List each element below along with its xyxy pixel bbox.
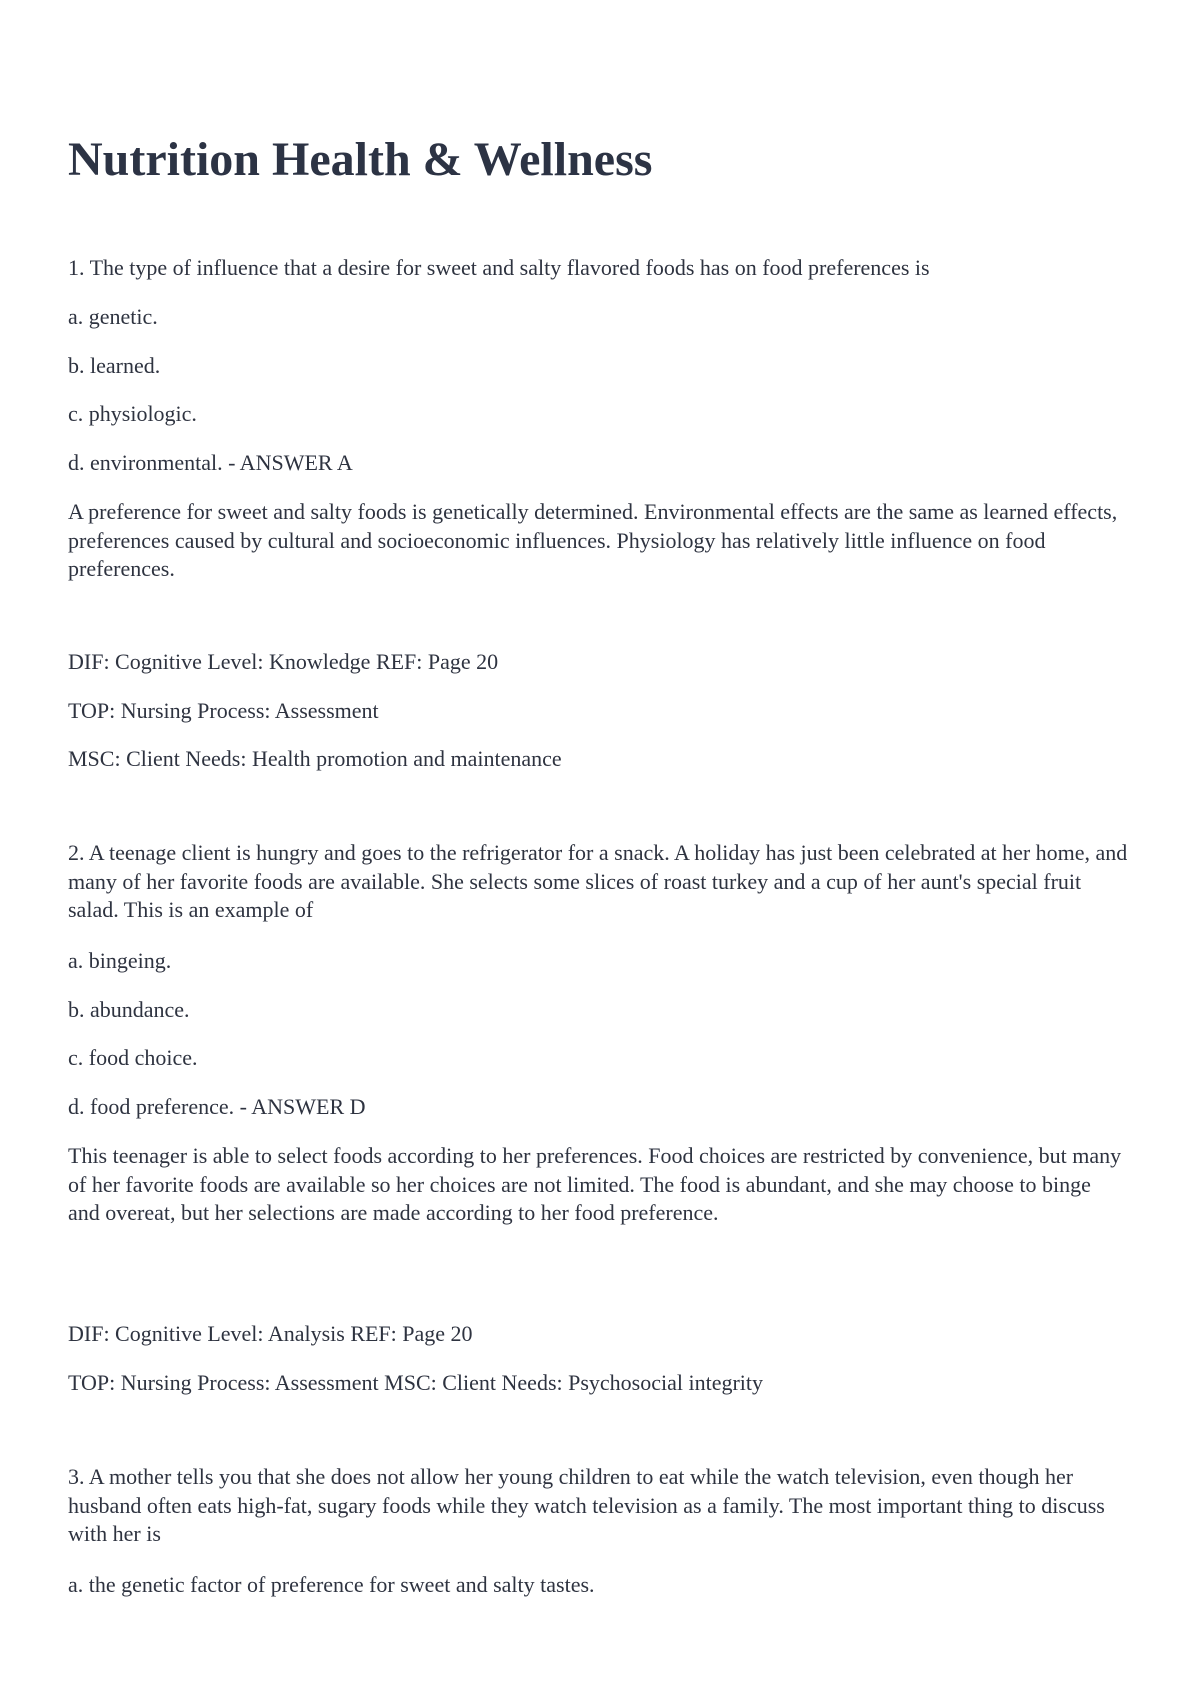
document-title: Nutrition Health & Wellness [68,133,653,186]
question-1-msc: MSC: Client Needs: Health promotion and maintenance [68,746,562,771]
question-2-stem: 2. A teenage client is hungry and goes to the refrigerator for a snack. A holiday has just been celebrated at her home, and many of her favorite foods are available. She selects some slices of roast turkey and a cup of her aunt's special fruit salad. This is an example of [68,840,1128,922]
question-1-stem: 1. The type of influence that a desire for sweet and salty flavored foods has on food preferences is [68,255,930,280]
question-2-option-c: c. food choice. [68,1045,198,1070]
question-2-option-d-answer: d. food preference. - ANSWER D [68,1094,366,1119]
question-1-option-a: a. genetic. [68,304,158,329]
question-2-option-a: a. bingeing. [68,948,172,973]
question-3-stem: 3. A mother tells you that she does not allow her young children to eat while the watch television, even though her husband often eats high-fat, sugary foods while they watch television as a family. The most important thing to discuss with her is [68,1464,1105,1546]
question-2-option-b: b. abundance. [68,997,190,1022]
question-1-top: TOP: Nursing Process: Assessment [68,698,379,723]
question-1-option-b: b. learned. [68,353,161,378]
question-1-option-c: c. physiologic. [68,401,197,426]
question-2-rationale: This teenager is able to select foods according to her preferences. Food choices are restricted by convenience, but many of her favorite foods are available so her choices are not limited. The food is abundant, and she may choose to binge and overeat, but her selections are made according to her food preference. [68,1143,1122,1225]
question-1-option-d-answer: d. environmental. - ANSWER A [68,450,353,475]
question-1-dif: DIF: Cognitive Level: Knowledge REF: Page 20 [68,649,499,674]
question-1-rationale: A preference for sweet and salty foods is genetically determined. Environmental effects are the same as learned effects, preferences caused by cultural and socioeconomic influences. Physiology has relatively little influence on food preferences. [68,499,1118,581]
question-2-top-msc: TOP: Nursing Process: Assessment MSC: Client Needs: Psychosocial integrity [68,1370,764,1395]
question-2-dif: DIF: Cognitive Level: Analysis REF: Page 20 [68,1321,473,1346]
question-3-option-a: a. the genetic factor of preference for sweet and salty tastes. [68,1572,595,1597]
